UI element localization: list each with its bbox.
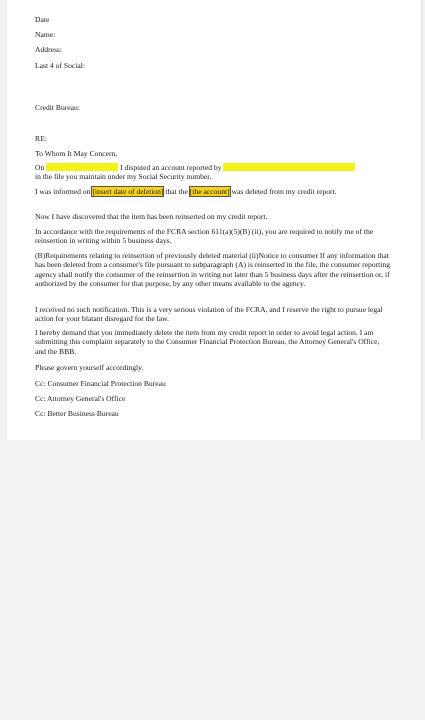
name-line: Name:: [35, 30, 56, 39]
re-line: RE:: [35, 134, 47, 143]
dispute-tail: in the file you maintain under my Social Security number.: [35, 172, 212, 181]
cc-bbb: Cc: Better Business Bureau: [35, 409, 119, 418]
paragraph-fcra-requirement: In accordance with the requirements of the FCRA section 611(a)(5)(B) (ii), you are required to notify me of the reinsertion in writing within 5 business days.: [35, 227, 374, 246]
greeting: To Whom It May Concern,: [35, 149, 118, 158]
deletion-tail: was deleted from my credit report.: [231, 187, 337, 196]
account-placeholder-tag: [the account]: [189, 187, 230, 196]
closing-line: Please govern yourself accordingly.: [35, 363, 144, 372]
credit-bureau-line: Credit Bureau:: [35, 103, 80, 112]
address-line: Address:: [35, 45, 62, 54]
letter-page: [6, 0, 422, 440]
cc-attorney-general: Cc: Attorney General's Office: [35, 394, 126, 403]
date-line: Date: [35, 15, 50, 24]
paragraph-dispute: [35, 163, 385, 172]
deletion-mid: that the: [165, 187, 188, 196]
cc-cfpb: Cc: Consumer Financial Protection Bureau: [35, 379, 166, 388]
on-word: On: [35, 163, 45, 172]
social-line: Last 4 of Social:: [35, 61, 85, 70]
dispute-text: I disputed an account reported by: [120, 163, 222, 172]
deletion-lead: I was informed on: [35, 187, 91, 196]
paragraph-demand: I hereby demand that you immediately delete the item from my credit report in order to avoid legal action. I am submitting this complaint separately to the Consumer Financial Protection Bureau, the Attorney General's Office, and the BBB.: [35, 328, 380, 356]
creditor-blank-highlight: [223, 163, 355, 171]
date-blank-highlight: [46, 163, 118, 171]
paragraph-reinsertion: Now I have discovered that the item has been reinserted on my credit report.: [35, 212, 268, 221]
paragraph-deletion: [35, 187, 385, 196]
date-placeholder-tag: [insert date of deletion]: [92, 187, 164, 196]
paragraph-fcra-quote: (B)Requirements relating to reinsertion of previously deleted material (ii)Notice to consumer If any information that has been deleted from a consumer's file pursuant to subparagraph (A) is reinserted in the file, the consumer reporting agency shall notify the consumer of the reinsertion in writing not later than 5 business days after the reinsertion or, if authorized by the consumer for that purpose, by any other means available to the agency.: [35, 251, 390, 289]
paragraph-violation: I received no such notification. This is a very serious violation of the FCRA, and I reserve the right to pursue legal action for your blatant disregard for the law.: [35, 305, 383, 324]
